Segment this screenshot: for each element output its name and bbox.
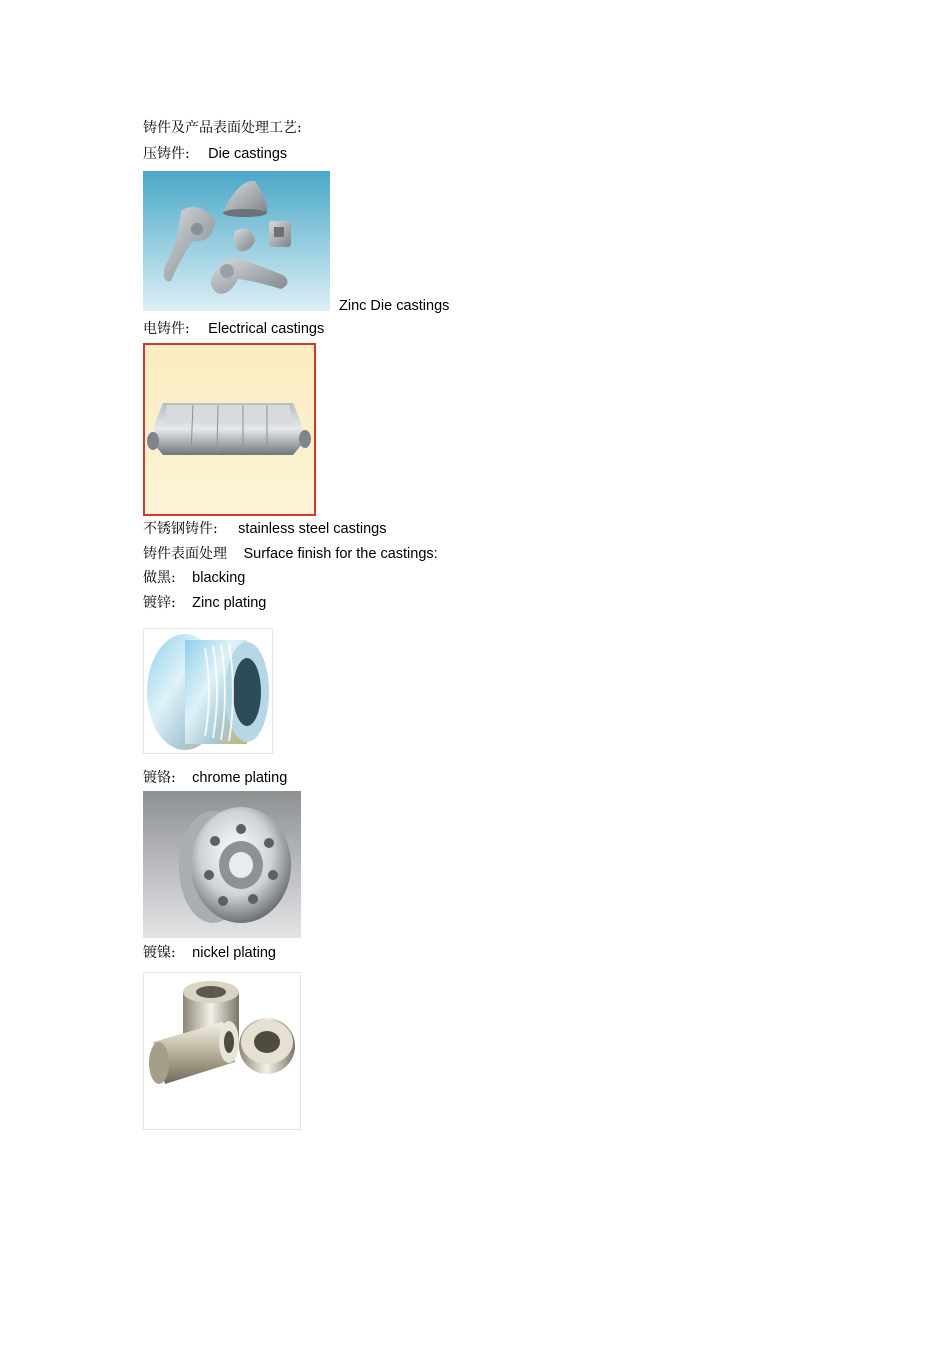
nickel-plating-image — [143, 972, 301, 1130]
electrical-castings-image — [143, 343, 316, 516]
chrome-plating-en: chrome plating — [192, 770, 288, 786]
die-castings-line — [143, 145, 287, 163]
zinc-plating-line — [143, 594, 266, 612]
nickel-plating-zh: 镀镍: — [143, 945, 176, 961]
zinc-plating-zh: 镀锌: — [143, 595, 176, 611]
stainless-castings-line — [143, 520, 386, 538]
blacking-zh: 做黑: — [143, 570, 176, 586]
surface-finish-line — [143, 545, 438, 563]
blacking-en: blacking — [192, 570, 246, 586]
electrical-castings-zh: 电铸件: — [143, 321, 190, 337]
zinc-plating-image — [143, 628, 273, 754]
die-castings-en: Die castings — [208, 146, 288, 162]
surface-finish-zh: 铸件表面处理 — [143, 546, 227, 562]
blacking-line — [143, 569, 245, 587]
chrome-plating-line — [143, 769, 287, 787]
electrical-castings-en: Electrical castings — [208, 321, 325, 337]
stainless-castings-zh: 不锈钢铸件: — [143, 521, 218, 537]
nickel-plating-line — [143, 944, 276, 962]
zinc-die-castings-caption: Zinc Die castings — [339, 298, 450, 314]
stainless-castings-en: stainless steel castings — [238, 521, 387, 537]
chrome-plating-image — [143, 791, 301, 938]
surface-finish-en: Surface finish for the castings: — [243, 546, 438, 562]
nickel-plating-en: nickel plating — [192, 945, 276, 961]
zinc-die-castings-image — [143, 171, 330, 311]
electrical-castings-line — [143, 320, 324, 338]
zinc-plating-en: Zinc plating — [192, 595, 267, 611]
die-castings-zh: 压铸件: — [143, 146, 190, 162]
chrome-plating-zh: 镀铬: — [143, 770, 176, 786]
document-heading: 铸件及产品表面处理工艺: — [143, 120, 302, 136]
